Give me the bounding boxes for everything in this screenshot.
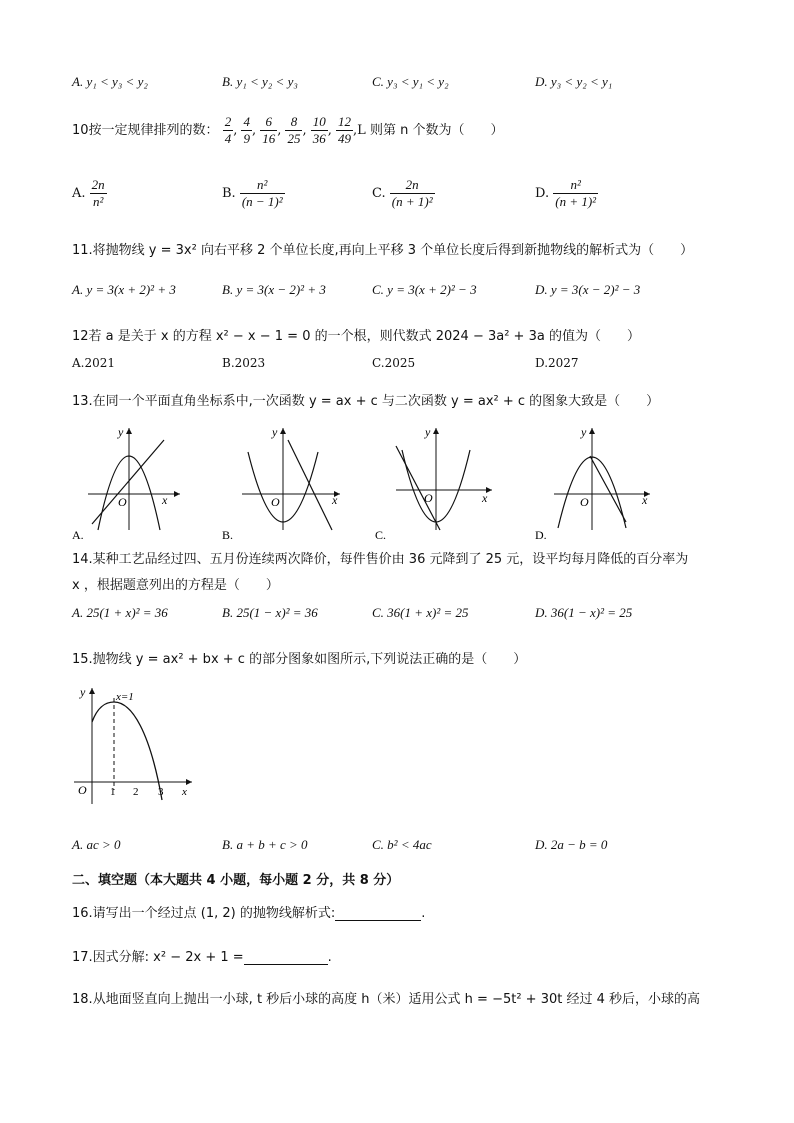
graph-option-label: D. (535, 528, 547, 542)
q10-ellipsis: L (357, 123, 366, 138)
tick-label-1: 1 (110, 786, 116, 798)
option-label: C. (372, 186, 386, 201)
q13-graph-c (375, 425, 492, 542)
option-fraction (553, 177, 598, 210)
q14-stem-line1: 14.某种工艺品经过四、五月份连续两次降价，每件售价由 36 元降到了 25 元，设平均每月降低的百分率为 (72, 552, 689, 567)
numerator: 4 (243, 114, 250, 129)
denominator: (n + 1)² (555, 194, 597, 209)
q17-text: 17.因式分解: x² − 2x + 1 = (72, 950, 244, 965)
q10-fraction (336, 114, 353, 147)
axis-label-x: x (332, 493, 338, 507)
q14-option-d: D. 36(1 − x)² = 25 (535, 605, 633, 620)
q10-option-c (372, 177, 435, 210)
numerator: 6 (265, 114, 272, 129)
origin-label: O (271, 495, 280, 509)
denominator: 9 (243, 131, 250, 146)
denominator: 25 (287, 131, 301, 146)
option-label: D. (535, 186, 550, 201)
q10-option-b (222, 177, 285, 210)
numerator: 2 (224, 114, 232, 129)
q13-graph-a (72, 425, 180, 542)
q17-answer-blank[interactable] (244, 950, 328, 965)
q15-graph (70, 680, 210, 810)
axis-label-x: x (182, 786, 187, 798)
origin-label: O (424, 491, 433, 505)
q11-stem: 11.将抛物线 y = 3x² 向右平移 2 个单位长度,再向上平移 3 个单位长度后得到新抛物线的解析式为（ ） (72, 243, 694, 258)
q15-option-a: A. ac > 0 (72, 837, 121, 852)
q14-option-a: A. 25(1 + x)² = 36 (72, 605, 168, 620)
q10-option-a (72, 177, 107, 210)
axis-label-y: y (80, 685, 86, 699)
q14-stem-line2: x ，根据题意列出的方程是（ ） (72, 578, 279, 593)
axis-label-x: x (162, 493, 168, 507)
denominator: (n − 1)² (241, 194, 283, 209)
axis-label-x: x (482, 491, 488, 505)
origin-label: O (78, 783, 87, 797)
denominator: 36 (312, 131, 326, 146)
option-label: A. (72, 186, 86, 201)
q12-option-d: D.2027 (535, 356, 579, 370)
q16-text: 16.请写出一个经过点 (1, 2) 的抛物线解析式: (72, 906, 336, 921)
q18-stem: 18.从地面竖直向上抛出一小球, t 秒后小球的高度 h（米）适用公式 h = −5t² + 30t 经过 4 秒后，小球的高 (72, 992, 701, 1007)
q11-option-c: C. y = 3(x + 2)² − 3 (372, 282, 477, 297)
q11-option-a: A. y = 3(x + 2)² + 3 (72, 282, 176, 297)
q15-option-b: B. a + b + c > 0 (222, 837, 308, 852)
graph-option-label: A. (72, 528, 84, 542)
q15-stem: 15.抛物线 y = ax² + bx + c 的部分图象如图所示,下列说法正确的是（ ） (72, 652, 527, 667)
q12-option-c: C.2025 (372, 356, 416, 370)
axis-label-y: y (118, 425, 124, 439)
axis-label-y: y (272, 425, 278, 439)
q12-option-b: B.2023 (222, 356, 266, 370)
graph-option-label: C. (375, 528, 387, 542)
denominator: n² (90, 193, 107, 210)
q9-option-d: D. y₃ < y₂ < y₁ (535, 74, 613, 89)
symmetry-axis-label: x=1 (116, 691, 134, 703)
numerator: 2n (91, 177, 105, 192)
origin-label: O (118, 495, 127, 509)
q11-option-d: D. y = 3(x − 2)² − 3 (535, 282, 641, 297)
q17-stem (72, 946, 332, 965)
option-label: B. (222, 186, 236, 201)
q12-option-a: A.2021 (72, 356, 116, 370)
origin-label: O (580, 495, 589, 509)
numerator: n² (257, 177, 268, 192)
q10-fraction (285, 114, 302, 147)
q10-suffix: 则第 n 个数为（ ） (369, 123, 504, 138)
numerator: 8 (290, 114, 298, 129)
q13-graph-b (222, 425, 340, 542)
q9-option-a: A. y₁ < y₃ < y₂ (72, 74, 148, 89)
q13-graph-d (535, 425, 650, 542)
q16-stem (72, 902, 425, 921)
q10-prefix: 10按一定规律排列的数： (72, 123, 219, 138)
q10-fraction-sequence: $\frac{2}{4}$ , $\frac{4}{9}$ , $\frac{6}{16}$ , $\frac{8}{25}$ , $\frac{10}{36}$ , $\frac{12}{49}$ ,L (224, 114, 366, 146)
q15-option-c: C. b² < 4ac (372, 837, 432, 852)
axis-label-y: y (581, 425, 587, 439)
axis-label-x: x (642, 493, 648, 507)
q16-answer-blank[interactable] (335, 906, 421, 921)
option-fraction (240, 177, 285, 210)
q15-option-d: D. 2a − b = 0 (535, 837, 608, 852)
denominator: (n + 1)² (391, 194, 433, 209)
q14-option-b: B. 25(1 − x)² = 36 (222, 605, 318, 620)
numerator: 10 (312, 114, 326, 129)
denominator: 49 (338, 131, 352, 146)
numerator: 2n (405, 177, 419, 192)
tick-label-3: 3 (158, 786, 164, 798)
denominator: 4 (224, 131, 232, 146)
q10-fraction (223, 114, 234, 147)
section-heading: 二、填空题（本大题共 4 小题，每小题 2 分，共 8 分） (72, 873, 400, 888)
numerator: n² (570, 177, 581, 192)
q10-option-d (535, 177, 598, 210)
q14-option-c: C. 36(1 + x)² = 25 (372, 605, 469, 620)
q10-fraction (311, 114, 328, 147)
denominator: 16 (262, 131, 276, 146)
q16-end: . (421, 906, 426, 921)
graph-option-label: B. (222, 528, 234, 542)
numerator: 12 (338, 114, 352, 129)
q10-stem (72, 114, 503, 147)
q11-option-b: B. y = 3(x − 2)² + 3 (222, 282, 326, 297)
option-fraction (390, 177, 435, 210)
q13-stem: 13.在同一个平面直角坐标系中,一次函数 y = ax + c 与二次函数 y = ax² + c 的图象大致是（ ） (72, 394, 660, 409)
q13-graphs (70, 422, 670, 546)
option-fraction (90, 177, 107, 210)
axis-label-y: y (425, 425, 431, 439)
q9-option-b: B. y₁ < y₂ < y₃ (222, 74, 298, 89)
q10-fraction (260, 114, 277, 147)
tick-label-2: 2 (133, 786, 139, 798)
q10-fraction (241, 114, 252, 147)
q17-end: . (327, 950, 332, 965)
q9-option-c: C. y₃ < y₁ < y₂ (372, 74, 449, 89)
q12-stem: 12若 a 是关于 x 的方程 x² − x − 1 = 0 的一个根，则代数式 2024 − 3a² + 3a 的值为（ ） (72, 329, 640, 344)
